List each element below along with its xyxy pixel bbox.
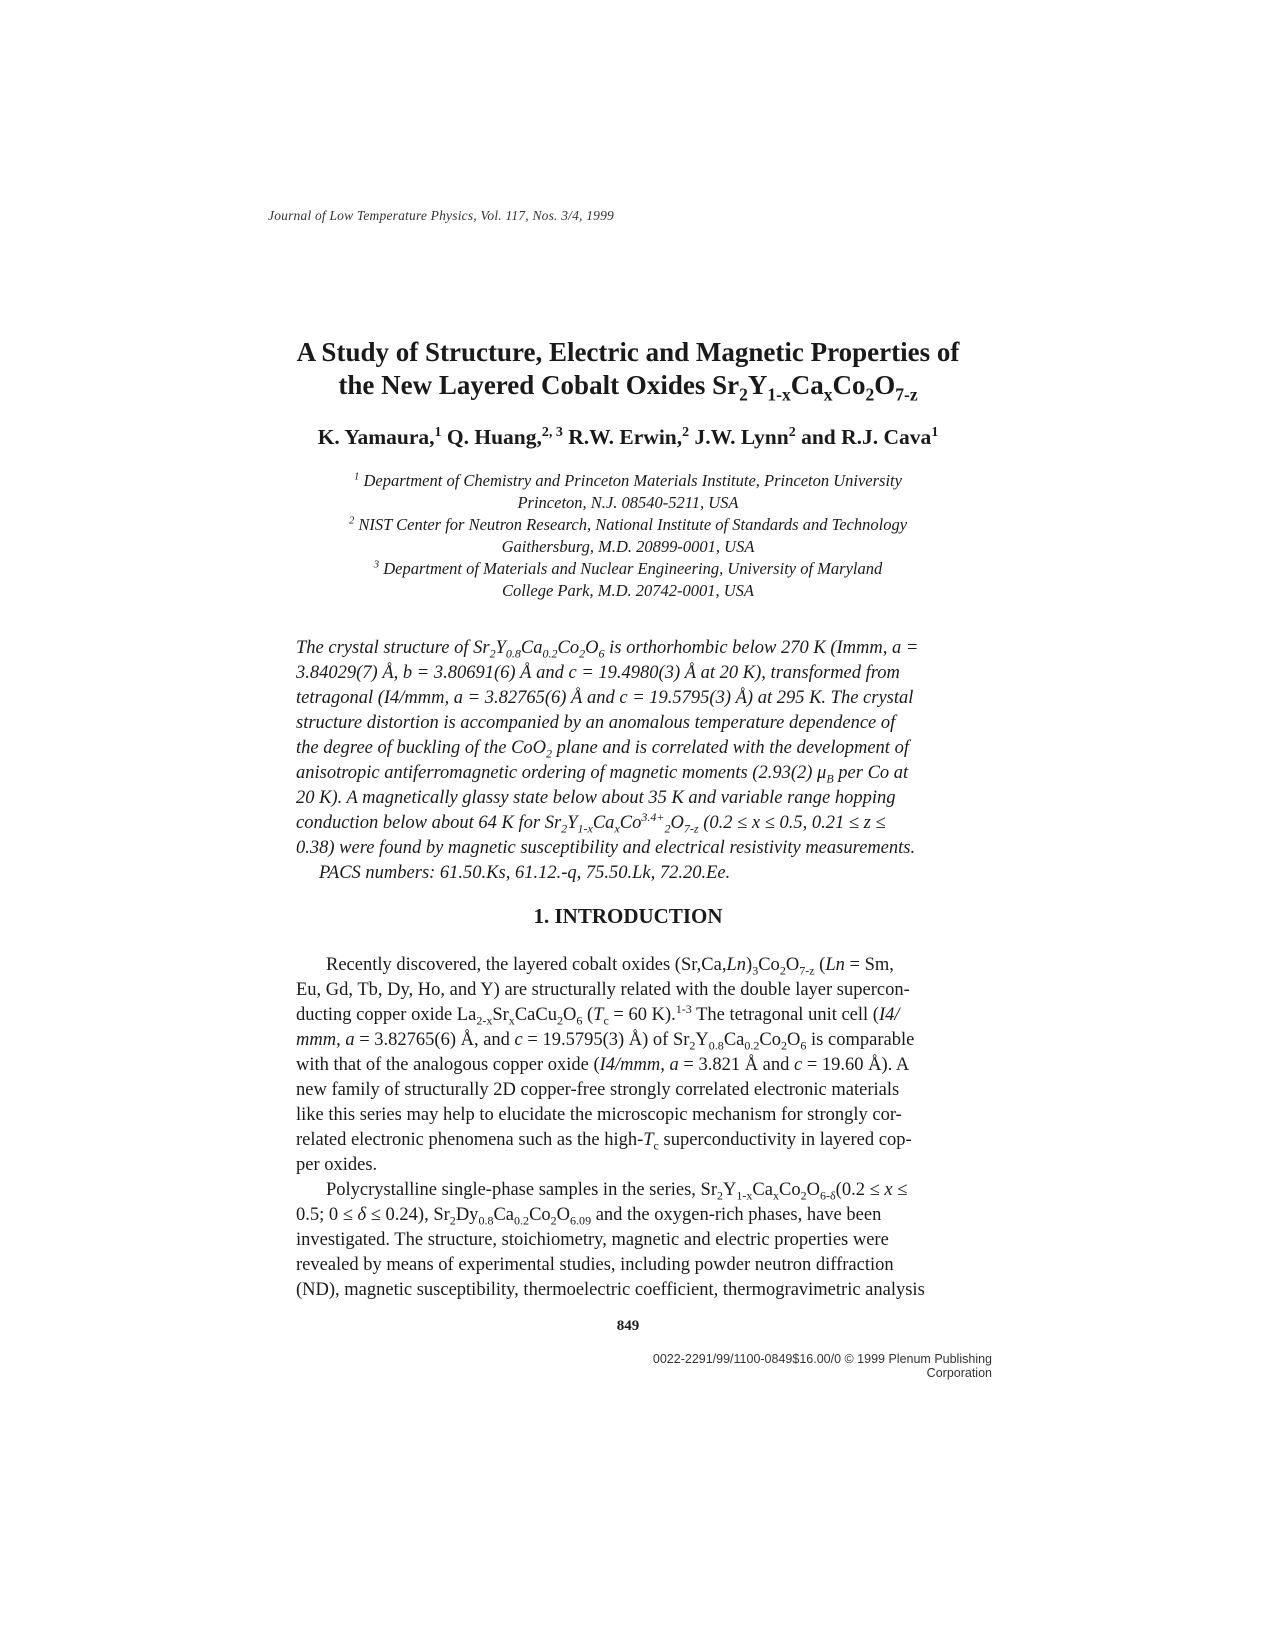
abstract-line: 20 K). A magnetically glassy state below about 35 K and variable range hopping bbox=[296, 788, 896, 808]
section-heading: 1. INTRODUCTION bbox=[533, 904, 723, 928]
author-affiliation-mark: 2, 3 bbox=[541, 424, 563, 440]
affiliations bbox=[268, 470, 988, 602]
abstract-line: tetragonal (I4/mmm, a = 3.82765(6) Å and c = 19.5795(3) Å) at 295 K. The crystal bbox=[296, 688, 914, 708]
intro-line: per oxides. bbox=[296, 1155, 378, 1175]
intro-line: with that of the analogous copper oxide (I4/mmm, a = 3.821 Å and c = 19.60 Å). A bbox=[296, 1055, 910, 1075]
pacs-numbers: PACS numbers: 61.50.Ks, 61.12.-q, 75.50.Lk, 72.20.Ee. bbox=[319, 863, 731, 883]
intro-line: Recently discovered, the layered cobalt oxides $(Sr,Ca,Ln)_3Co_2O_{7-z}$ (Ln = Sm, bbox=[326, 955, 894, 978]
intro-line: like this series may help to elucidate the microscopic mechanism for strongly cor- bbox=[296, 1105, 902, 1125]
author-affiliation-mark: 2 bbox=[788, 424, 796, 440]
article-title bbox=[268, 336, 988, 405]
affiliation-line: Gaithersburg, M.D. 20899-0001, USA bbox=[501, 537, 755, 556]
intro-line: revealed by means of experimental studies, including powder neutron diffraction bbox=[296, 1255, 894, 1275]
page-number: 849 bbox=[616, 1318, 640, 1334]
author-name: J.W. Lynn bbox=[689, 425, 789, 449]
author-affiliation-mark: 1 bbox=[434, 424, 442, 440]
running-head: Journal of Low Temperature Physics, Vol. 117, Nos. 3/4, 1999 bbox=[268, 208, 615, 223]
abstract-line: anisotropic antiferromagnetic ordering of magnetic moments (2.93(2) $\mu_B$ per Co at bbox=[296, 763, 909, 786]
intro-line: ducting copper oxide $La_{2-x}Sr_xCaCu_2O_6$ ($T_c = 60$ K).$^{1-3}$ The tetragonal unit cell (I4/ bbox=[296, 1001, 900, 1028]
intro-line: related electronic phenomena such as the high-$T_c$ superconductivity in layered cop- bbox=[296, 1130, 912, 1153]
author-name: R.W. Erwin, bbox=[562, 425, 683, 449]
introduction-body bbox=[296, 953, 988, 1303]
intro-line: (ND), magnetic susceptibility, thermoelectric coefficient, thermogravimetric analysis bbox=[296, 1280, 925, 1300]
affiliation-line: $^3$ Department of Materials and Nuclear Engineering, University of Maryland bbox=[373, 558, 883, 578]
author-list bbox=[268, 425, 988, 450]
abstract-line: 0.38) were found by magnetic susceptibility and electrical resistivity measurements. bbox=[296, 838, 916, 858]
author-name: and R.J. Cava bbox=[795, 425, 932, 449]
intro-line: Polycrystalline single-phase samples in the series, $Sr_2Y_{1-x}Ca_xCo_2O_{6-\delta}(0.2 \le x$ ≤ bbox=[326, 1180, 908, 1203]
abstract bbox=[296, 636, 988, 886]
abstract-line: The crystal structure of $Sr_2Y_{0.8}Ca_{0.2}Co_2O_6$ is orthorhombic below 270 K (Immm, a = bbox=[296, 638, 919, 661]
affiliation-line: College Park, M.D. 20742-0001, USA bbox=[501, 581, 755, 600]
author-name: Q. Huang, bbox=[441, 425, 542, 449]
author-affiliation-mark: 1 bbox=[931, 424, 939, 440]
intro-line: investigated. The structure, stoichiometry, magnetic and electric properties were bbox=[296, 1230, 889, 1250]
abstract-line: the degree of buckling of the CoO$_2$ plane and is correlated with the development of bbox=[296, 738, 909, 761]
affiliation-line: $^1$ Department of Chemistry and Princeton Materials Institute, Princeton University bbox=[354, 470, 902, 490]
affiliation-line: $^2$ NIST Center for Neutron Research, National Institute of Standards and Technology bbox=[348, 514, 908, 534]
abstract-line: 3.84029(7) Å, b = 3.80691(6) Å and c = 19.4980(3) Å at 20 K), transformed from bbox=[296, 663, 900, 683]
copyright-line: 0022-2291/99/1100-0849$16.00/0 © 1999 Plenum Publishing Corporation bbox=[652, 1352, 992, 1380]
abstract-line: structure distortion is accompanied by an anomalous temperature dependence of bbox=[296, 713, 896, 733]
abstract-line: conduction below about 64 K for $Sr_2Y_{1-x}Ca_xCo^{3.4+}_2O_{7-z}$ (0.2 ≤ x ≤ 0.5, 0.21 ≤ z ≤ bbox=[296, 809, 886, 836]
intro-line: new family of structurally 2D copper-free strongly correlated electronic materials bbox=[296, 1080, 900, 1100]
intro-line: 0.5; 0 ≤ δ ≤ 0.24), $Sr_2Dy_{0.8}Ca_{0.2}Co_2O_{6.09}$ and the oxygen-rich phases, have been bbox=[296, 1205, 882, 1228]
affiliation-line: Princeton, N.J. 08540-5211, USA bbox=[517, 493, 739, 512]
title-line-1: A Study of Structure, Electric and Magnetic Properties of bbox=[296, 337, 960, 367]
author-name: K. Yamaura, bbox=[317, 425, 435, 449]
author-affiliation-mark: 2 bbox=[682, 424, 690, 440]
intro-line: Eu, Gd, Tb, Dy, Ho, and Y) are structurally related with the double layer supercon- bbox=[296, 980, 910, 1000]
intro-line: mmm, a = 3.82765(6) Å, and c = 19.5795(3) Å) of $Sr_2Y_{0.8}Ca_{0.2}Co_2O_6$ is comparable bbox=[296, 1030, 915, 1053]
title-line-2: the New Layered Cobalt Oxides $Sr_2Y_{1-x}Ca_xCo_2O_{7-z}$ bbox=[338, 370, 918, 405]
